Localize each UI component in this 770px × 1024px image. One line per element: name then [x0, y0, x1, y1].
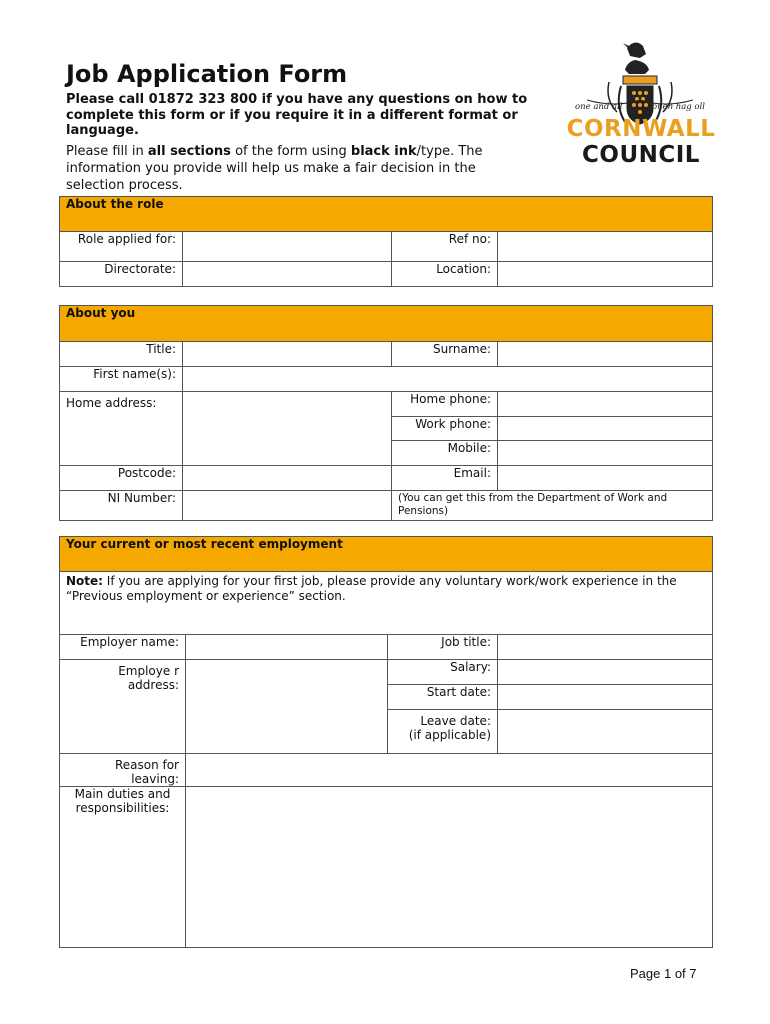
ni-number-field[interactable]: [183, 491, 392, 521]
surname-label: Surname:: [392, 342, 498, 367]
about-role-section: [59, 196, 713, 287]
fill-instructions-post: /type. The information you provide will help us make a fair decision in the selection process.: [66, 144, 483, 193]
ref-no-label: Ref no:: [392, 232, 498, 262]
reason-for-leaving-label: Reason for leaving:: [60, 754, 186, 787]
page-title: Job Application Form: [66, 60, 348, 88]
role-applied-label: Role applied for:: [60, 232, 183, 262]
role-applied-field[interactable]: [183, 232, 392, 262]
title-label: Title:: [60, 342, 183, 367]
employer-address-field[interactable]: [186, 660, 388, 754]
location-label: Location:: [392, 262, 498, 287]
postcode-field[interactable]: [183, 466, 392, 491]
employer-name-label: Employer name:: [60, 635, 186, 660]
fill-instructions: [66, 143, 536, 194]
main-duties-field[interactable]: [186, 787, 713, 948]
leave-date-label: Leave date: (if applicable): [388, 710, 498, 754]
postcode-label: Postcode:: [60, 466, 183, 491]
employment-note: [60, 572, 713, 635]
ni-number-label: NI Number:: [60, 491, 183, 521]
home-address-field[interactable]: [183, 392, 392, 466]
employer-name-field[interactable]: [186, 635, 388, 660]
job-title-label: Job title:: [388, 635, 498, 660]
home-phone-label: Home phone:: [392, 392, 498, 417]
email-label: Email:: [392, 466, 498, 491]
logo-motto: [575, 102, 705, 112]
fill-instructions-mid: of the form using: [230, 144, 351, 159]
employer-address-label: Employe r address:: [60, 660, 186, 754]
employment-note-text: If you are applying for your first job, please provide any voluntary work/work experience in the “Previous employment or experience” section.: [66, 574, 677, 603]
title-field[interactable]: [183, 342, 392, 367]
salary-label: Salary:: [388, 660, 498, 685]
page-number: Page 1 of 7: [630, 966, 697, 981]
work-phone-field[interactable]: [498, 417, 713, 441]
logo-motto-right: onen hag oll: [651, 102, 705, 112]
first-names-field[interactable]: [183, 367, 713, 392]
fill-instructions-pre: Please fill in: [66, 144, 148, 159]
reason-for-leaving-field[interactable]: [186, 754, 713, 787]
ref-no-field[interactable]: [498, 232, 713, 262]
contact-instructions: Please call 01872 323 800 if you have any questions on how to complete this form or if you require it in a different format or language.: [66, 92, 528, 138]
employment-heading: Your current or most recent employment: [60, 537, 713, 572]
about-role-heading: About the role: [60, 197, 713, 232]
leave-date-field[interactable]: [498, 710, 713, 754]
home-phone-field[interactable]: [498, 392, 713, 417]
work-phone-label: Work phone:: [392, 417, 498, 441]
fill-instructions-bold-1: all sections: [147, 144, 231, 159]
fill-instructions-bold-2: black ink: [350, 144, 417, 159]
job-title-field[interactable]: [498, 635, 713, 660]
employment-note-label: Note:: [66, 574, 103, 588]
mobile-field[interactable]: [498, 441, 713, 466]
logo-text-cornwall: CORNWALL: [566, 116, 716, 142]
email-field[interactable]: [498, 466, 713, 491]
employment-section: [59, 536, 713, 948]
start-date-field[interactable]: [498, 685, 713, 710]
ni-number-note: (You can get this from the Department of Work and Pensions): [392, 491, 713, 521]
first-names-label: First name(s):: [60, 367, 183, 392]
about-you-heading: About you: [60, 306, 713, 342]
directorate-label: Directorate:: [60, 262, 183, 287]
main-duties-label: Main duties and responsibilities:: [60, 787, 186, 948]
directorate-field[interactable]: [183, 262, 392, 287]
home-address-label: Home address:: [60, 392, 183, 466]
surname-field[interactable]: [498, 342, 713, 367]
salary-field[interactable]: [498, 660, 713, 685]
logo-text-council: COUNCIL: [582, 142, 700, 168]
about-you-section: [59, 305, 713, 521]
logo-motto-left: one and all: [575, 102, 623, 112]
location-field[interactable]: [498, 262, 713, 287]
start-date-label: Start date:: [388, 685, 498, 710]
mobile-label: Mobile:: [392, 441, 498, 466]
